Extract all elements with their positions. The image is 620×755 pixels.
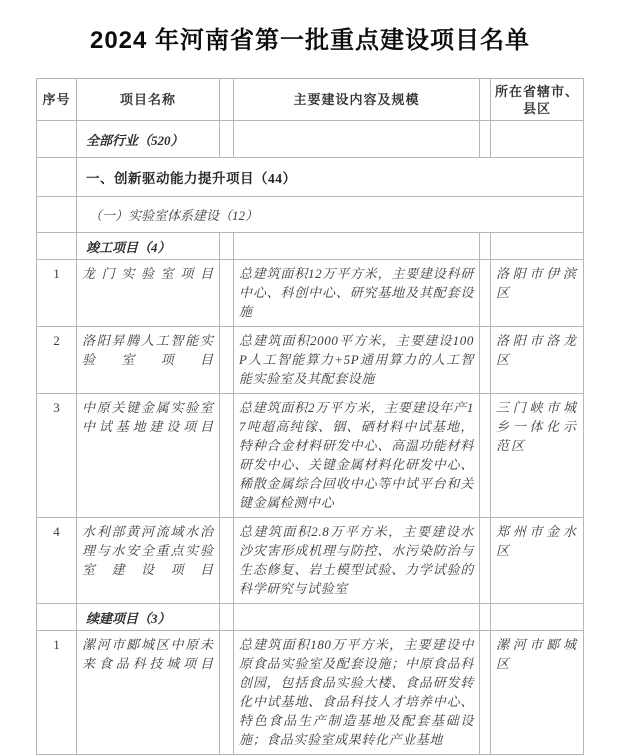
spacer-cell bbox=[480, 233, 491, 260]
spacer-cell bbox=[480, 260, 491, 327]
project-name: 水利部黄河流域水治理与水安全重点实验室建设项目 bbox=[77, 518, 220, 604]
spacer-cell bbox=[480, 604, 491, 631]
spacer-cell bbox=[220, 327, 234, 394]
project-seq: 1 bbox=[37, 260, 77, 327]
spacer-cell bbox=[480, 518, 491, 604]
section-heading-label: 一、创新驱动能力提升项目（44） bbox=[77, 158, 584, 197]
section-heading-row bbox=[37, 158, 584, 197]
empty-cell bbox=[491, 233, 584, 260]
project-content: 总建筑面积12万平方米，主要建设科研中心、科创中心、研究基地及其配套设施 bbox=[234, 260, 480, 327]
project-name: 中原关键金属实验室中试基地建设项目 bbox=[77, 394, 220, 518]
project-row bbox=[37, 518, 584, 604]
spacer-cell bbox=[220, 631, 234, 755]
industry-total-row bbox=[37, 121, 584, 158]
project-row bbox=[37, 631, 584, 755]
project-content: 总建筑面积2000平方米，主要建设100P人工智能算力+5P通用算力的人工智能实验室及其配套设施 bbox=[234, 327, 480, 394]
empty-seq-cell bbox=[37, 121, 77, 158]
empty-cell bbox=[234, 233, 480, 260]
spacer-cell bbox=[220, 260, 234, 327]
empty-cell bbox=[491, 604, 584, 631]
empty-seq-cell bbox=[37, 604, 77, 631]
project-region: 郑州市金水区 bbox=[491, 518, 584, 604]
col-header-region: 所在省辖市、县区 bbox=[491, 79, 584, 121]
project-region: 漯河市郾城区 bbox=[491, 631, 584, 755]
project-region: 洛阳市洛龙区 bbox=[491, 327, 584, 394]
projects-table bbox=[36, 78, 584, 755]
spacer-cell bbox=[220, 233, 234, 260]
spacer-cell bbox=[480, 394, 491, 518]
subsection-heading-label: （一）实验室体系建设（12） bbox=[77, 197, 584, 233]
industry-total-label: 全部行业（520） bbox=[77, 121, 220, 158]
spacer-cell bbox=[480, 121, 491, 158]
project-name: 龙门实验室项目 bbox=[77, 260, 220, 327]
project-row bbox=[37, 327, 584, 394]
spacer-cell bbox=[220, 604, 234, 631]
project-name: 漯河市郾城区中原未来食品科技城项目 bbox=[77, 631, 220, 755]
project-content: 总建筑面积180万平方米，主要建设中原食品实验室及配套设施；中原食品科创园，包括食品实验大楼、食品研发转化中试基地、食品科技人才培养中心、特色食品生产制造基地及配套基础设施；食品实验室成果转化产业基地 bbox=[234, 631, 480, 755]
spacer-cell bbox=[220, 394, 234, 518]
col-header-seq: 序号 bbox=[37, 79, 77, 121]
spacer-header-cell bbox=[220, 79, 234, 121]
col-header-content: 主要建设内容及规模 bbox=[234, 79, 480, 121]
spacer-cell bbox=[220, 121, 234, 158]
stage-heading-label: 竣工项目（4） bbox=[77, 233, 220, 260]
project-seq: 1 bbox=[37, 631, 77, 755]
project-content: 总建筑面积2.8万平方米，主要建设水沙灾害形成机理与防控、水污染防治与生态修复、岩土模型试验、力学试验的科学研究与试验室 bbox=[234, 518, 480, 604]
empty-seq-cell bbox=[37, 197, 77, 233]
spacer-header-cell bbox=[480, 79, 491, 121]
project-seq: 3 bbox=[37, 394, 77, 518]
spacer-cell bbox=[220, 518, 234, 604]
project-region: 三门峡市城乡一体化示范区 bbox=[491, 394, 584, 518]
empty-seq-cell bbox=[37, 158, 77, 197]
empty-cell bbox=[491, 121, 584, 158]
project-content: 总建筑面积2万平方米，主要建设年产17吨超高纯镓、铟、硒材料中试基地，特种合金材料研发中心、高温功能材料研发中心、关键金属材料化研发中心、稀散金属综合回收中心等中试平台和关键金属检测中心 bbox=[234, 394, 480, 518]
project-region: 洛阳市伊滨区 bbox=[491, 260, 584, 327]
project-row bbox=[37, 260, 584, 327]
empty-cell bbox=[234, 604, 480, 631]
empty-seq-cell bbox=[37, 233, 77, 260]
project-seq: 4 bbox=[37, 518, 77, 604]
stage-heading-row bbox=[37, 604, 584, 631]
empty-cell bbox=[234, 121, 480, 158]
spacer-cell bbox=[480, 327, 491, 394]
page-title: 2024 年河南省第一批重点建设项目名单 bbox=[89, 27, 531, 54]
subsection-heading-row bbox=[37, 197, 584, 233]
project-row bbox=[37, 394, 584, 518]
table-header-row bbox=[37, 79, 584, 121]
project-name: 洛阳昇腾人工智能实验室项目 bbox=[77, 327, 220, 394]
spacer-cell bbox=[480, 631, 491, 755]
col-header-name: 项目名称 bbox=[77, 79, 220, 121]
stage-heading-row bbox=[37, 233, 584, 260]
project-seq: 2 bbox=[37, 327, 77, 394]
stage-heading-label: 续建项目（3） bbox=[77, 604, 220, 631]
